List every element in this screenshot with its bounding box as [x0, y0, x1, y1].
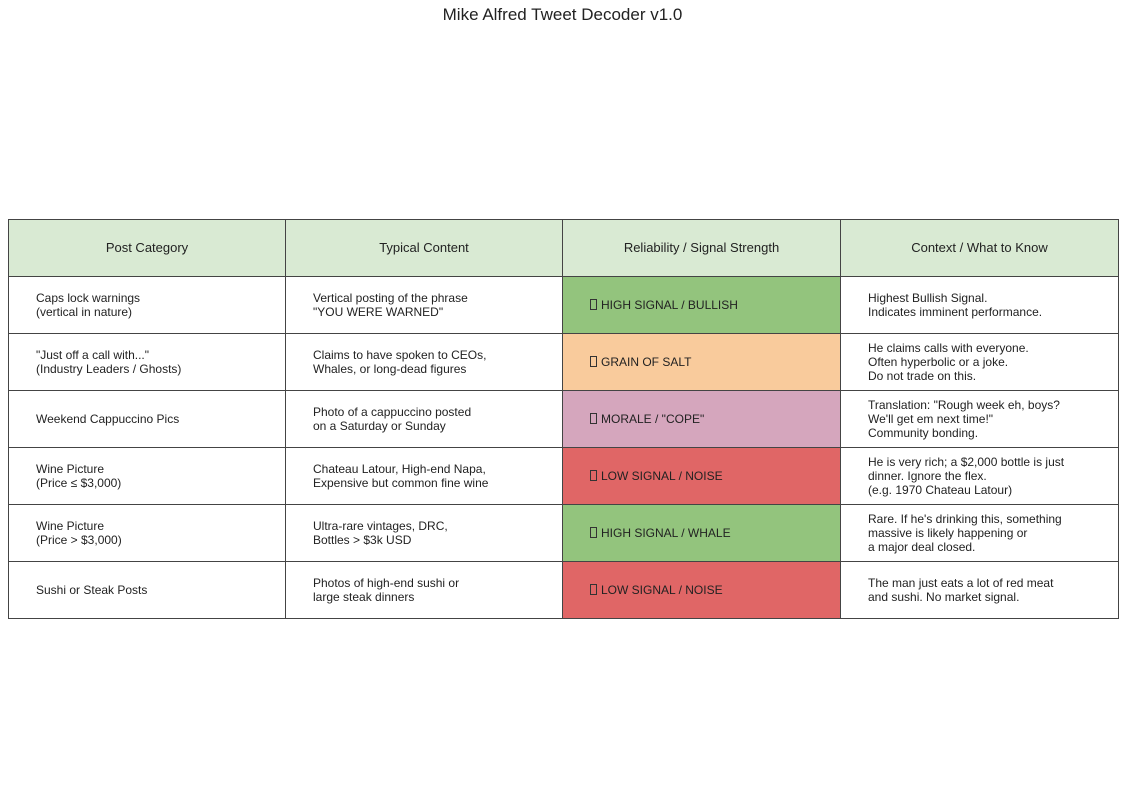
content-cell: [286, 391, 563, 448]
table-row: [9, 448, 1119, 505]
context-text: He claims calls with everyone. Often hyperbolic or a joke. Do not trade on this.: [868, 341, 1029, 383]
signal-cell: [563, 562, 841, 619]
category-cell: [9, 448, 286, 505]
content-cell: [286, 277, 563, 334]
context-text: He is very rich; a $2,000 bottle is just dinner. Ignore the flex. (e.g. 1970 Chateau Latour): [868, 455, 1065, 497]
missing-glyph-icon: [590, 470, 597, 481]
signal-cell: [563, 448, 841, 505]
table-row: [9, 505, 1119, 562]
context-text: Highest Bullish Signal. Indicates imminent performance.: [868, 291, 1043, 319]
table-row: [9, 391, 1119, 448]
content-cell: [286, 562, 563, 619]
context-text: Rare. If he's drinking this, something massive is likely happening or a major deal closed.: [868, 512, 1062, 554]
signal-cell: [563, 391, 841, 448]
content-cell: [286, 505, 563, 562]
content-text: Chateau Latour, High-end Napa, Expensive but common fine wine: [313, 462, 489, 490]
context-text: The man just eats a lot of red meat and sushi. No market signal.: [868, 576, 1054, 604]
context-cell: [841, 448, 1119, 505]
context-cell: [841, 562, 1119, 619]
category-cell: [9, 562, 286, 619]
signal-text: MORALE / "COPE": [601, 412, 705, 426]
content-text: Photo of a cappuccino posted on a Saturday or Sunday: [313, 405, 472, 433]
missing-glyph-icon: [590, 356, 597, 367]
signal-text: LOW SIGNAL / NOISE: [601, 583, 723, 597]
content-text: Claims to have spoken to CEOs, Whales, or long-dead figures: [313, 348, 487, 376]
category-text: Sushi or Steak Posts: [36, 583, 148, 597]
content-cell: [286, 448, 563, 505]
signal-cell: [563, 505, 841, 562]
header-post-category: Post Category: [9, 220, 286, 277]
document-title: Mike Alfred Tweet Decoder v1.0: [442, 5, 683, 24]
header-typical-content: Typical Content: [286, 220, 563, 277]
content-text: Vertical posting of the phrase "YOU WERE WARNED": [313, 291, 468, 319]
category-text: "Just off a call with..." (Industry Leaders / Ghosts): [36, 348, 182, 376]
missing-glyph-icon: [590, 584, 597, 595]
context-text: Translation: "Rough week eh, boys? We'll get em next time!" Community bonding.: [868, 398, 1060, 440]
category-cell: [9, 505, 286, 562]
table-row: [9, 334, 1119, 391]
signal-text: HIGH SIGNAL / WHALE: [601, 526, 731, 540]
category-text: Wine Picture (Price > $3,000): [36, 519, 122, 547]
missing-glyph-icon: [590, 413, 597, 424]
missing-glyph-icon: [590, 299, 597, 310]
category-cell: [9, 391, 286, 448]
category-text: Caps lock warnings (vertical in nature): [36, 291, 141, 319]
category-cell: [9, 334, 286, 391]
table-header-row: [9, 220, 1119, 277]
header-reliability: Reliability / Signal Strength: [563, 220, 841, 277]
category-text: Wine Picture (Price ≤ $3,000): [36, 462, 122, 490]
signal-cell: [563, 334, 841, 391]
decoder-table: [8, 219, 1119, 619]
header-context: Context / What to Know: [841, 220, 1119, 277]
context-cell: [841, 277, 1119, 334]
signal-cell: [563, 277, 841, 334]
category-cell: [9, 277, 286, 334]
category-text: Weekend Cappuccino Pics: [36, 412, 180, 426]
content-text: Photos of high-end sushi or large steak dinners: [313, 576, 460, 604]
signal-text: HIGH SIGNAL / BULLISH: [601, 298, 738, 312]
content-text: Ultra-rare vintages, DRC, Bottles > $3k USD: [313, 519, 448, 547]
content-cell: [286, 334, 563, 391]
table-row: [9, 277, 1119, 334]
context-cell: [841, 505, 1119, 562]
table-row: [9, 562, 1119, 619]
signal-text: GRAIN OF SALT: [601, 355, 692, 369]
context-cell: [841, 391, 1119, 448]
signal-text: LOW SIGNAL / NOISE: [601, 469, 723, 483]
context-cell: [841, 334, 1119, 391]
missing-glyph-icon: [590, 527, 597, 538]
